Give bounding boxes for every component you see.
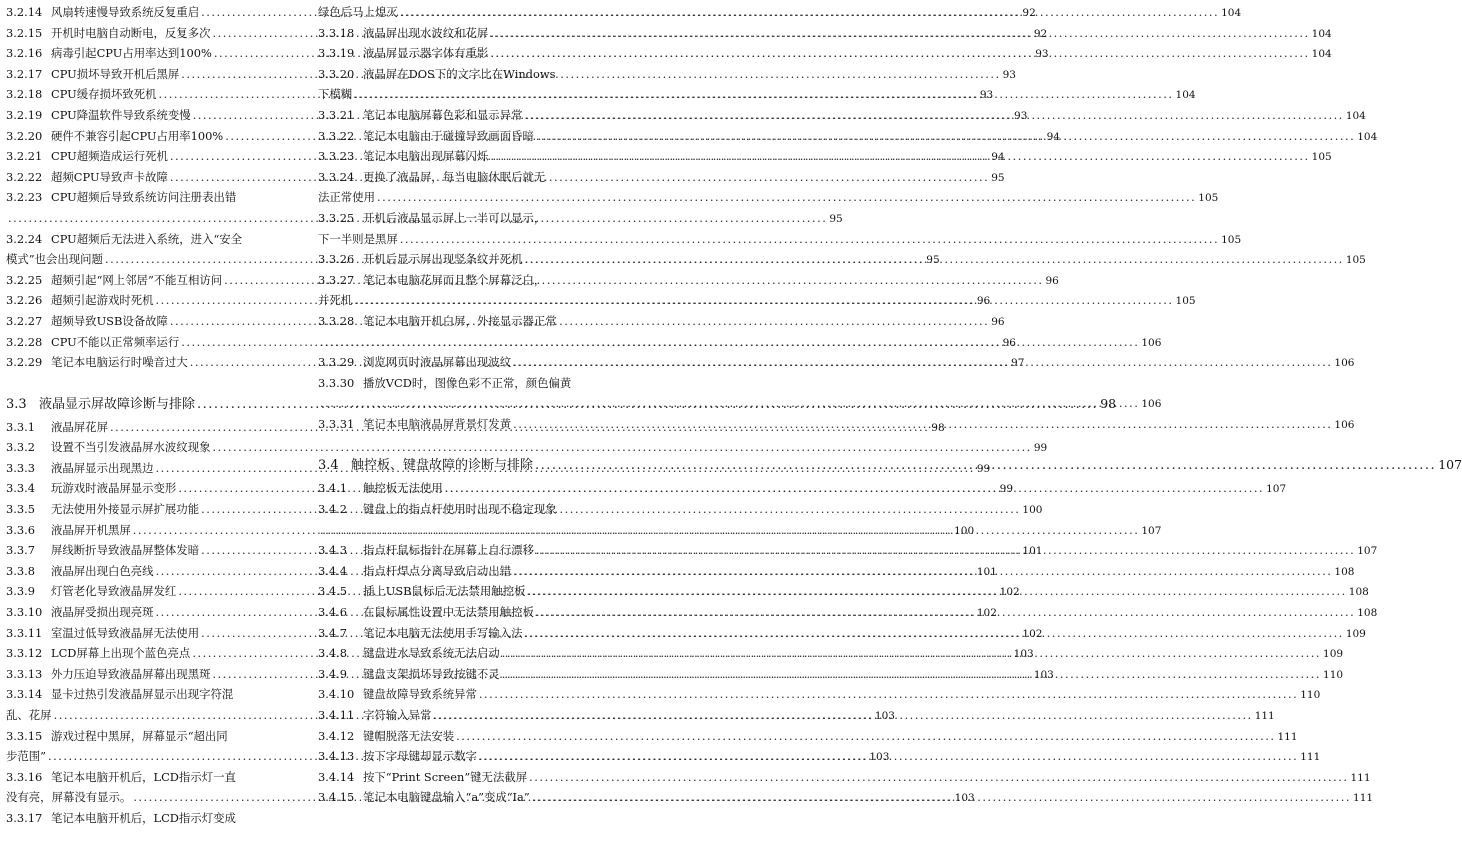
toc-entry-number: 3.3.12 — [6, 646, 43, 661]
toc-entry-number: 3.2.17 — [6, 66, 43, 81]
toc-leader-dots — [524, 249, 1343, 270]
toc-entry-title: 笔记本电脑开机后，LCD指示灯一直 — [51, 769, 236, 784]
toc-entry-title: 步范围” — [6, 749, 46, 764]
toc-leader-dots — [354, 84, 1173, 105]
toc-leader-dots — [490, 43, 1309, 64]
toc-entry-title: 触控板、键盘故障的诊断与排除 — [351, 458, 534, 474]
toc-entry-number: 3.2.22 — [6, 169, 43, 184]
toc-leader-dots — [320, 520, 1139, 541]
toc-row — [6, 684, 296, 705]
toc-entry-title: CPU超频后导致系统访问注册表出错 — [51, 190, 237, 205]
toc-entry-number: 3.3.26 — [318, 252, 355, 267]
toc-page-number: 98 — [1100, 395, 1117, 411]
toc-row — [6, 332, 1016, 353]
toc-row — [318, 499, 610, 520]
toc-leader-dots — [320, 332, 1139, 353]
toc-page-number: 103 — [1013, 648, 1034, 661]
toc-entry-title: 液晶屏花屏 — [51, 419, 108, 434]
toc-page-number: 111 — [1353, 792, 1374, 805]
toc-entry-title: 法正常使用 — [318, 190, 375, 205]
toc-entry-number: 3.2.14 — [6, 5, 43, 19]
toc-entry-title: 字符输入异常 — [363, 708, 432, 722]
toc-entry-title: 键盘支架损坏导致按键不灵 — [363, 666, 500, 681]
toc-entry-title: 键盘上的指点杆使用时出现不稳定现象 — [363, 502, 557, 517]
toc-leader-dots — [354, 290, 1173, 311]
toc-entry-number: 3.4.3 — [318, 543, 347, 558]
toc-page-number: 103 — [1033, 668, 1054, 681]
toc-page-number: 104 — [1311, 27, 1332, 40]
toc-entry-number: 3.2.24 — [6, 231, 43, 246]
toc-page-number: 93 — [1014, 109, 1028, 122]
toc-entry-title: 并死机 — [318, 293, 353, 308]
toc-entry-title: 液晶屏出现白色亮线 — [51, 563, 154, 578]
toc-entry-title: 玩游戏时液晶屏显示变形 — [51, 481, 177, 496]
toc-row — [6, 726, 296, 747]
toc-entry-title: 液晶屏显示器字体有重影 — [363, 46, 489, 61]
toc-row — [318, 187, 1219, 208]
toc-entry-number: 3.2.27 — [6, 313, 43, 328]
toc-entry-number: 3.4.2 — [318, 502, 347, 517]
toc-entry-title: 液晶显示屏故障诊断与排除 — [39, 396, 196, 412]
toc-entry-number: 3.4.13 — [318, 749, 355, 764]
toc-entry[interactable] — [6, 437, 1048, 458]
toc-leader-dots — [524, 623, 1343, 644]
toc-entry-title: 模式”也会出现问题 — [6, 252, 103, 267]
toc-entry-number: 3.3.20 — [318, 66, 355, 81]
toc-entry-title: 在鼠标属性设置中无法禁用触控板 — [363, 605, 534, 620]
toc-entry-number: 3.3.29 — [318, 355, 355, 370]
toc-entry-title: 下一半则是黑屏 — [318, 231, 398, 246]
toc-entry-number: 3.2.15 — [6, 25, 43, 40]
toc-entry-number: 3.2.26 — [6, 293, 43, 308]
toc-entry-number: 3.3.19 — [318, 46, 355, 61]
toc-entry-number: 3.4.15 — [318, 790, 355, 805]
toc-entry-title: 笔记本电脑花屏而且整个屏幕泛白， — [363, 272, 546, 287]
toc-row — [318, 767, 1371, 788]
toc-page-number: 107 — [1357, 545, 1378, 558]
toc-row — [6, 187, 296, 208]
toc-page-number: 105 — [1345, 254, 1366, 267]
toc-entry-number: 3.3.22 — [318, 128, 355, 143]
toc-page-number: 108 — [1357, 607, 1378, 620]
toc-entry-title: CPU超频后无法进入系统，进入“安全 — [51, 231, 243, 246]
toc-entry-title: 超频引起“网上邻居”不能互相访问 — [51, 272, 223, 287]
toc-leader-dots — [532, 787, 1351, 808]
toc-page-number: 105 — [1175, 295, 1196, 308]
toc-leader-dots — [502, 643, 1321, 664]
toc-entry-number: 3.4.14 — [318, 769, 355, 784]
toc-page-number: 100 — [954, 524, 975, 537]
toc-page-number: 111 — [1277, 730, 1298, 743]
toc-entry-title: 无法使用外接显示屏扩展功能 — [51, 502, 200, 517]
toc-entry-title: CPU损坏导致开机后黑屏 — [51, 66, 180, 81]
toc-page-number: 96 — [1002, 336, 1016, 349]
toc-entry-title: 灯管老化导致液晶屏发红 — [51, 584, 177, 599]
toc-entry-title: 液晶屏在DOS下的文字比在Windows — [363, 66, 556, 81]
toc-entry-number: 3.3.21 — [318, 107, 355, 122]
toc-entry-number: 3.3.4 — [6, 481, 35, 496]
toc-page-number: 94 — [1046, 130, 1060, 143]
toc-entry[interactable] — [6, 808, 296, 829]
toc-entry-number: 3.2.23 — [6, 190, 43, 205]
toc-page-number: 96 — [1045, 274, 1059, 287]
toc-page-number: 111 — [1300, 751, 1321, 764]
toc-leader-dots — [445, 478, 1264, 499]
toc-page-number: 102 — [976, 607, 997, 620]
toc-entry-number: 3.4.7 — [318, 625, 347, 640]
toc-entry-title: 按下字母键却显示数字 — [363, 749, 477, 764]
toc-page-number: 95 — [991, 171, 1005, 184]
toc-page-number: 92 — [1033, 27, 1048, 40]
toc-entry-number: 3.3.28 — [318, 313, 355, 328]
toc-entry-number: 3.3.14 — [6, 687, 43, 702]
toc-entry-title: 没有亮，屏幕没有显示。 — [6, 790, 132, 805]
toc-entry-number: 3.2.25 — [6, 272, 43, 287]
toc-entry-title: 播放VCD时，图像色彩不正常，颜色偏黄 — [363, 375, 572, 390]
toc-entry-title: 开机后显示屏出现竖条纹并死机 — [363, 252, 523, 267]
toc-entry-number: 3.4.11 — [318, 708, 355, 722]
toc-entry-title: 键帽脱落无法安装 — [363, 728, 455, 743]
toc-entry-title: 笔记本电脑运行时噪音过大 — [51, 355, 188, 370]
toc-page-number: 108 — [1334, 565, 1355, 578]
toc-entry-number: 3.2.28 — [6, 334, 43, 349]
toc-leader-dots — [536, 602, 1355, 623]
toc-page-number: 104 — [1311, 48, 1332, 61]
toc-row — [6, 437, 1048, 458]
toc-entry[interactable] — [6, 520, 975, 541]
toc-entry-title: 触控板无法使用 — [363, 481, 443, 496]
toc-page-number: 105 — [1311, 151, 1332, 164]
toc-page-number: 106 — [1141, 336, 1162, 349]
toc-entry[interactable] — [318, 684, 1321, 705]
toc-leader-dots — [524, 105, 1343, 126]
toc-entry-title: 超频导致USB设备故障 — [51, 313, 168, 328]
toc-page-number: 106 — [1141, 398, 1162, 411]
toc-entry-title: 笔记本电脑开机后，LCD指示灯变成 — [51, 810, 236, 825]
toc-entry-title: 风扇转速慢导致系统反复重启 — [51, 5, 200, 19]
toc-entry-number: 3.3.23 — [318, 149, 355, 164]
toc-entry-title: 浏览网页时液晶屏幕出现波纹 — [363, 355, 512, 370]
toc-entry-title: 开机时电脑自动断电，反复多次 — [51, 25, 211, 40]
toc-row — [318, 311, 610, 332]
toc-page-number: 96 — [991, 315, 1005, 328]
toc-entry-title: 硬件不兼容引起CPU占用率100% — [51, 128, 224, 143]
toc-entry-number: 3.3.17 — [6, 810, 43, 825]
toc-entry-title: 开机后液晶显示屏上一半可以显示， — [363, 210, 546, 225]
toc-leader-dots — [513, 352, 1332, 373]
toc-leader-dots — [490, 146, 1309, 167]
toc-page-number: 108 — [1348, 586, 1369, 599]
toc-leader-dots — [536, 126, 1355, 147]
toc-page-number: 109 — [1345, 627, 1366, 640]
toc-row — [318, 229, 1242, 250]
toc-entry-number: 3.3.5 — [6, 502, 35, 517]
toc-entry-number: 3.2.21 — [6, 149, 43, 164]
toc-entry-title: CPU超频造成运行死机 — [51, 149, 168, 164]
toc-page-number: 111 — [1254, 710, 1275, 722]
toc-page-number: 103 — [874, 710, 895, 722]
toc-row — [318, 270, 610, 291]
toc-entry-title: 键盘进水导致系统无法启动 — [363, 646, 500, 661]
toc-page-number: 101 — [976, 565, 997, 578]
toc-page-number: 92 — [1022, 7, 1036, 19]
toc-entry-title: 笔记本电脑屏幕色彩和显示异常 — [363, 107, 523, 122]
toc-page-number: 104 — [1357, 130, 1378, 143]
toc-entry-title: CPU缓存损坏致死机 — [51, 87, 157, 102]
toc-entry-number: 3.4.4 — [318, 563, 347, 578]
toc-entry-number: 3.4.1 — [318, 481, 347, 496]
toc-leader-dots — [535, 453, 1436, 479]
toc-entry-number: 3.3.6 — [6, 522, 35, 537]
toc-entry-number: 3.3.9 — [6, 584, 35, 599]
toc-row — [318, 684, 1321, 705]
toc-row — [318, 208, 610, 229]
toc-entry-number: 3.3.3 — [6, 460, 35, 475]
toc-leader-dots — [400, 2, 1219, 23]
toc-page-number: 93 — [979, 89, 994, 102]
toc-page-number: 102 — [1022, 627, 1043, 640]
toc-entry-title: 指点杆焊点分离导致启动出错 — [363, 563, 512, 578]
toc-entry-title: 液晶屏开机黑屏 — [51, 522, 131, 537]
toc-entry-title: 超频引起游戏时死机 — [51, 293, 154, 308]
toc-leader-dots — [320, 393, 1139, 414]
toc-page-number: 109 — [1323, 648, 1344, 661]
toc-page-number: 98 — [931, 421, 945, 434]
toc-page-number: 103 — [869, 751, 890, 764]
toc-entry-title: 更换了液晶屏，每当电脑休眠后就无 — [363, 169, 546, 184]
toc-entry-title: 液晶屏受损出现亮斑 — [51, 605, 154, 620]
toc-entry[interactable] — [6, 332, 1016, 353]
toc-entry[interactable] — [318, 767, 1371, 788]
toc-entry-number: 3.3 — [6, 396, 27, 412]
toc-page-number: 105 — [1198, 192, 1219, 205]
toc-leader-dots — [456, 726, 1275, 747]
toc-page-number: 104 — [1221, 7, 1242, 19]
toc-page-number: 97 — [1011, 357, 1025, 370]
toc-entry-number: 3.4.5 — [318, 584, 347, 599]
toc-page-number: 110 — [1300, 689, 1321, 702]
toc-page-number: 110 — [1323, 668, 1344, 681]
toc-leader-dots — [529, 767, 1348, 788]
toc-row — [6, 808, 296, 829]
toc-entry-title: 显卡过热引发液晶屏显示出现字符混 — [51, 687, 234, 702]
toc-entry-title: 笔记本电脑开机白屏，外接显示器正常 — [363, 313, 557, 328]
toc-leader-dots — [502, 664, 1321, 685]
toc-row — [6, 767, 296, 788]
toc-entry-number: 3.3.27 — [318, 272, 355, 287]
toc-page-number: 107 — [1141, 524, 1162, 537]
toc-entry-title: 按下“Print Screen”键无法截屏 — [363, 769, 528, 784]
toc-entry-number: 3.2.18 — [6, 87, 43, 102]
toc-page-number: 111 — [1350, 771, 1371, 784]
toc-entry-number: 3.3.1 — [6, 419, 35, 434]
toc-page-number: 106 — [1334, 357, 1355, 370]
toc-entry-number: 3.3.13 — [6, 666, 43, 681]
toc-entry-title: 笔记本电脑键盘输入“a”变成“Ia” — [363, 790, 530, 805]
toc-entry-number: 3.3.16 — [6, 769, 43, 784]
toc-entry-number: 3.3.2 — [6, 440, 35, 455]
toc-entry-number: 3.3.18 — [318, 25, 355, 40]
toc-entry-title: 键盘故障导致系统异常 — [363, 687, 477, 702]
toc-entry-number: 3.2.29 — [6, 355, 43, 370]
toc-leader-dots — [377, 187, 1196, 208]
toc-entry-title: LCD屏幕上出现个蓝色亮点 — [51, 646, 191, 661]
toc-row — [6, 520, 975, 541]
toc-entry-title: CPU降温软件导致系统变慢 — [51, 107, 191, 122]
toc-entry-number: 3.4.8 — [318, 646, 347, 661]
toc-page-number: 99 — [976, 462, 991, 475]
toc-entry-title: 液晶屏显示出现黑边 — [51, 460, 154, 475]
toc-entry-title: 插上USB鼠标后无法禁用触控板 — [363, 584, 526, 599]
toc-row — [318, 726, 1298, 747]
toc-entry-number: 3.4.9 — [318, 666, 347, 681]
toc-row — [6, 391, 1117, 417]
toc-entry-number: 3.2.19 — [6, 107, 43, 122]
toc-page-number: 107 — [1438, 457, 1462, 473]
toc-leader-dots — [490, 23, 1309, 44]
toc-entry[interactable] — [318, 726, 1298, 747]
toc-page-number: 104 — [1345, 109, 1366, 122]
toc-entry-number: 3.4.12 — [318, 728, 355, 743]
toc-entry-title: 乱、花屏 — [6, 708, 52, 722]
toc-page-number: 95 — [926, 254, 940, 267]
toc-entry-number: 3.3.30 — [318, 375, 355, 390]
toc-page-number: 107 — [1266, 483, 1287, 496]
toc-entry-number: 3.4 — [318, 458, 339, 474]
toc-row — [318, 64, 610, 85]
toc-entry-number: 3.3.10 — [6, 605, 43, 620]
toc-row — [6, 229, 296, 250]
toc-page-number: 93 — [1002, 68, 1016, 81]
toc-entry-title: 病毒引起CPU占用率达到100% — [51, 46, 212, 61]
toc-entry-number: 3.3.24 — [318, 169, 355, 184]
toc-entry-title: 笔记本电脑无法使用手写输入法 — [363, 625, 523, 640]
toc-entry-title: 超频CPU导致声卡故障 — [51, 169, 168, 184]
toc-page-number: 94 — [991, 151, 1005, 164]
toc-page-number: 95 — [829, 212, 843, 225]
toc-entry-title: 绿色后马上熄灭 — [318, 5, 398, 19]
toc-entry-title: 游戏过程中黑屏，屏幕显示“超出同 — [51, 728, 228, 743]
toc-entry-title: 室温过低导致液晶屏无法使用 — [51, 625, 200, 640]
toc-entry-number: 3.2.16 — [6, 46, 43, 61]
toc-entry-number: 3.3.25 — [318, 210, 355, 225]
toc-leader-dots — [400, 229, 1219, 250]
toc-entry-number: 3.3.11 — [6, 625, 43, 640]
toc-leader-dots — [513, 414, 1332, 435]
toc-row — [318, 373, 610, 394]
toc-entry-title: 下模糊 — [318, 87, 353, 102]
toc-entry-title: 液晶屏出现水波纹和花屏 — [363, 25, 489, 40]
toc-entry-title: 笔记本电脑出现屏幕闪烁 — [363, 149, 489, 164]
toc-leader-dots — [479, 684, 1298, 705]
toc-entry-title: 笔记本电脑液晶屏背景灯发黄 — [363, 416, 512, 431]
toc-entry-title: 设置不当引发液晶屏水波纹现象 — [51, 440, 211, 455]
toc-page-number: 93 — [1035, 48, 1049, 61]
toc-section-heading[interactable] — [6, 391, 1117, 417]
toc-entry-number: 3.4.6 — [318, 605, 347, 620]
toc-leader-dots — [479, 746, 1298, 767]
toc-leader-dots — [513, 561, 1332, 582]
toc-entry-number: 3.3.7 — [6, 543, 35, 558]
toc-page-number: 101 — [1022, 545, 1043, 558]
toc-page-number: 100 — [1022, 504, 1043, 517]
toc-entry-number: 3.3.31 — [318, 416, 355, 431]
toc-leader-dots — [433, 705, 1252, 726]
toc-row — [318, 167, 610, 188]
toc-page-number: 104 — [1175, 89, 1196, 102]
toc-page-number: 105 — [1221, 233, 1242, 246]
toc-entry-title: 指点杆鼠标指针在屏幕上自行漂移 — [363, 543, 534, 558]
toc-leader-dots — [536, 540, 1355, 561]
toc-entry-number: 3.4.10 — [318, 687, 355, 702]
toc-page-number: 96 — [976, 295, 991, 308]
toc-entry-title: 外力压迫导致液晶屏幕出现黑斑 — [51, 666, 211, 681]
toc-page-number: 99 — [999, 483, 1014, 496]
toc-page-number: 102 — [999, 586, 1020, 599]
toc-page-number: 103 — [954, 792, 975, 805]
toc-entry-number: 3.3.8 — [6, 563, 35, 578]
toc-entry-number: 3.3.15 — [6, 728, 43, 743]
toc-entry-title: 笔记本电脑由于碰撞导致画面昏暗 — [363, 128, 534, 143]
toc-leader-dots — [527, 581, 1346, 602]
toc-entry-title: CPU不能以正常频率运行 — [51, 334, 180, 349]
toc-page-number: 99 — [1033, 442, 1048, 455]
toc-entry-title: 屏线断折导致液晶屏整体发暗 — [51, 543, 200, 558]
toc-entry-number: 3.2.20 — [6, 128, 43, 143]
toc-page-number: 106 — [1334, 418, 1355, 431]
